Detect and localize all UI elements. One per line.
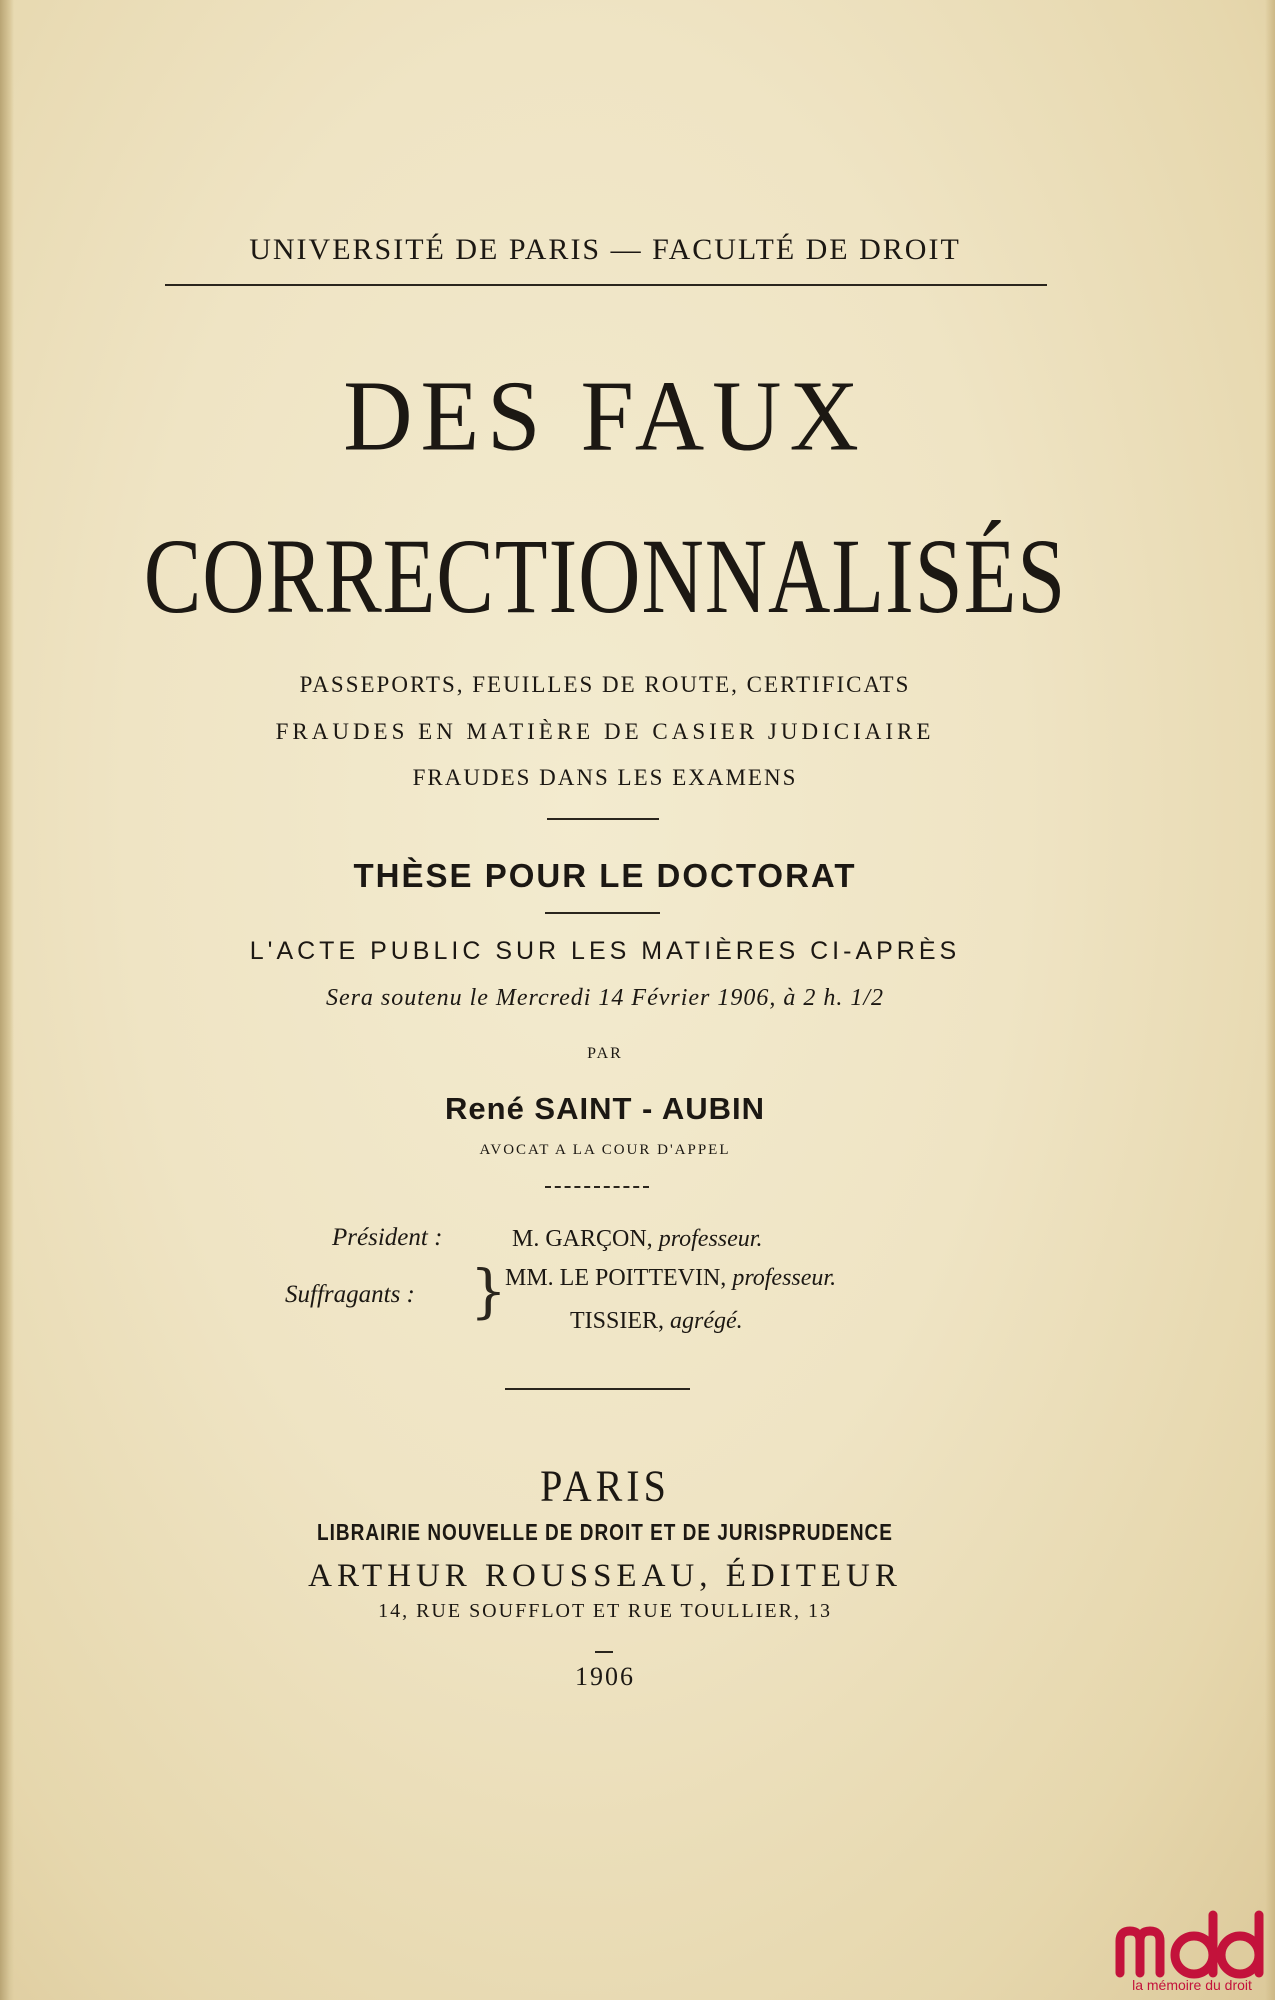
title-line-2: CORRECTIONNALISÉS	[143, 515, 1067, 636]
president-title: professeur.	[658, 1226, 763, 1252]
suffragant-name: MM. LE POITTEVIN,	[505, 1265, 727, 1291]
publisher-address: 14, RUE SOUFFLOT ET RUE TOULLIER, 13	[378, 1600, 832, 1622]
divider-rule	[547, 818, 659, 820]
publisher-city: PARIS	[540, 1460, 670, 1511]
president-entry	[512, 1226, 762, 1253]
divider-rule	[545, 1186, 649, 1188]
title-line-1: DES FAUX	[343, 359, 867, 472]
suffragant-entry-2	[570, 1308, 743, 1335]
divider-rule	[595, 1651, 613, 1653]
suffragant-title: agrégé.	[670, 1308, 743, 1334]
university-header: UNIVERSITÉ DE PARIS — FACULTÉ DE DROIT	[249, 233, 961, 266]
divider-rule	[545, 912, 660, 914]
president-label: Président :	[332, 1224, 443, 1251]
author-role: AVOCAT A LA COUR D'APPEL	[479, 1142, 731, 1158]
defense-date: Sera soutenu le Mercredi 14 Février 1906, à 2 h. 1/2	[325, 985, 885, 1011]
suffragant-entry-1	[505, 1265, 836, 1292]
page-edge-shadow	[1265, 0, 1275, 2000]
header-rule	[165, 284, 1047, 286]
president-name: M. GARÇON,	[512, 1226, 653, 1252]
suffragant-title: professeur.	[732, 1265, 837, 1291]
author-name: René SAINT - AUBIN	[445, 1091, 765, 1126]
publication-year: 1906	[575, 1662, 635, 1691]
publisher-editor: ARTHUR ROUSSEAU, ÉDITEUR	[308, 1558, 902, 1594]
by-label: PAR	[587, 1045, 623, 1062]
watermark-caption: la mémoire du droit	[1132, 1977, 1252, 1993]
divider-rule	[505, 1388, 690, 1390]
subtitle-1: PASSEPORTS, FEUILLES DE ROUTE, CERTIFICATS	[299, 672, 911, 697]
brace-glyph: }	[470, 1257, 507, 1325]
thesis-heading: THÈSE POUR LE DOCTORAT	[353, 857, 857, 894]
suffragants-label: Suffragants :	[285, 1281, 415, 1308]
subtitle-2: FRAUDES EN MATIÈRE DE CASIER JUDICIAIRE	[275, 719, 935, 744]
suffragant-name: TISSIER,	[570, 1308, 665, 1334]
publisher-library: LIBRAIRIE NOUVELLE DE DROIT ET DE JURISPRUDENCE	[317, 1520, 893, 1546]
acte-public-line: L'ACTE PUBLIC SUR LES MATIÈRES CI-APRÈS	[249, 937, 961, 965]
subtitle-3: FRAUDES DANS LES EXAMENS	[412, 765, 798, 790]
